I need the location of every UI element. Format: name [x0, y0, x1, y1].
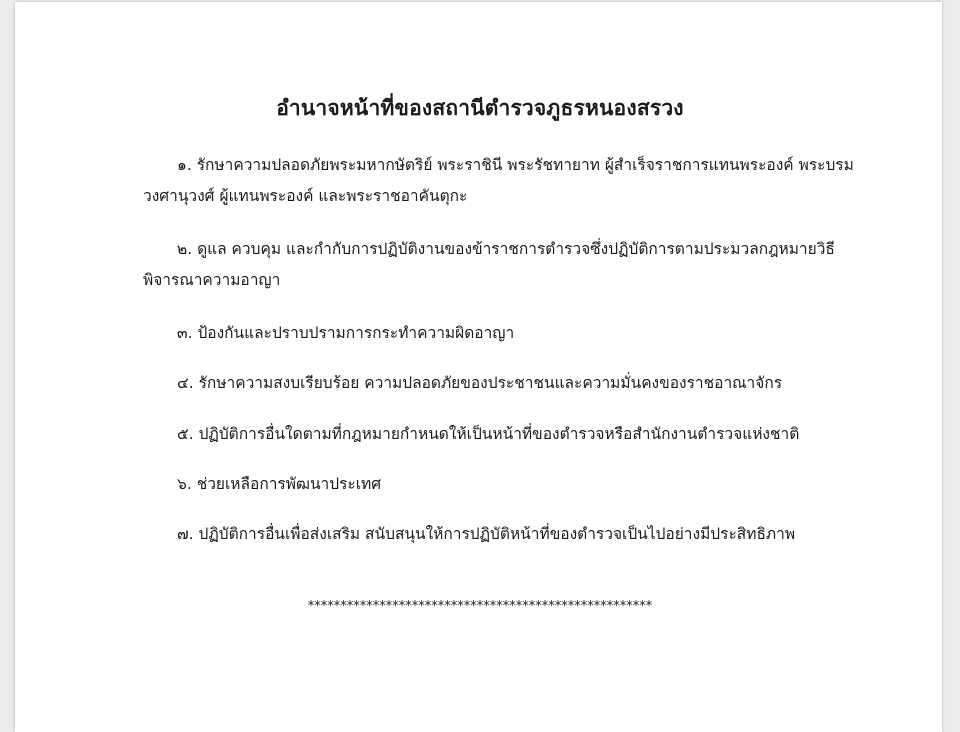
document-title: อำนาจหน้าที่ของสถานีตำรวจภูธรหนองสรวง: [276, 96, 684, 120]
separator-line: *****************************************************: [307, 599, 653, 614]
duty-item-6: ๖. ช่วยเหลือการพัฒนาประเทศ: [177, 475, 382, 493]
duty-item-1: ๑. รักษาความปลอดภัยพระมหากษัตริย์ พระราชินี พระรัชทายาท ผู้สำเร็จราชการแทนพระองค์ พระบรมวงศานุวงศ์ ผู้แทนพระองค์ และพระราชอาคันตุกะ: [143, 156, 854, 205]
duty-item-5: ๕. ปฏิบัติการอื่นใดตามที่กฎหมายกำหนดให้เป็นหน้าที่ของตำรวจหรือสำนักงานตำรวจแห่งชาติ: [177, 425, 800, 443]
duty-item-2: ๒. ดูแล ควบคุม และกำกับการปฏิบัติงานของข้าราชการตำรวจซึ่งปฏิบัติการตามประมวลกฎหมายวิธีพิจารณาความอาญา: [143, 240, 835, 289]
duty-item-4: ๔. รักษาความสงบเรียบร้อย ความปลอดภัยของประชาชนและความมั่นคงของราชอาณาจักร: [177, 374, 783, 392]
duty-item-7: ๗. ปฏิบัติการอื่นเพื่อส่งเสริม สนับสนุนให้การปฏิบัติหน้าที่ของตำรวจเป็นไปอย่างมีประสิทธิภาพ: [177, 525, 796, 543]
duty-item-3: ๓. ป้องกันและปราบปรามการกระทำความผิดอาญา: [177, 324, 515, 342]
